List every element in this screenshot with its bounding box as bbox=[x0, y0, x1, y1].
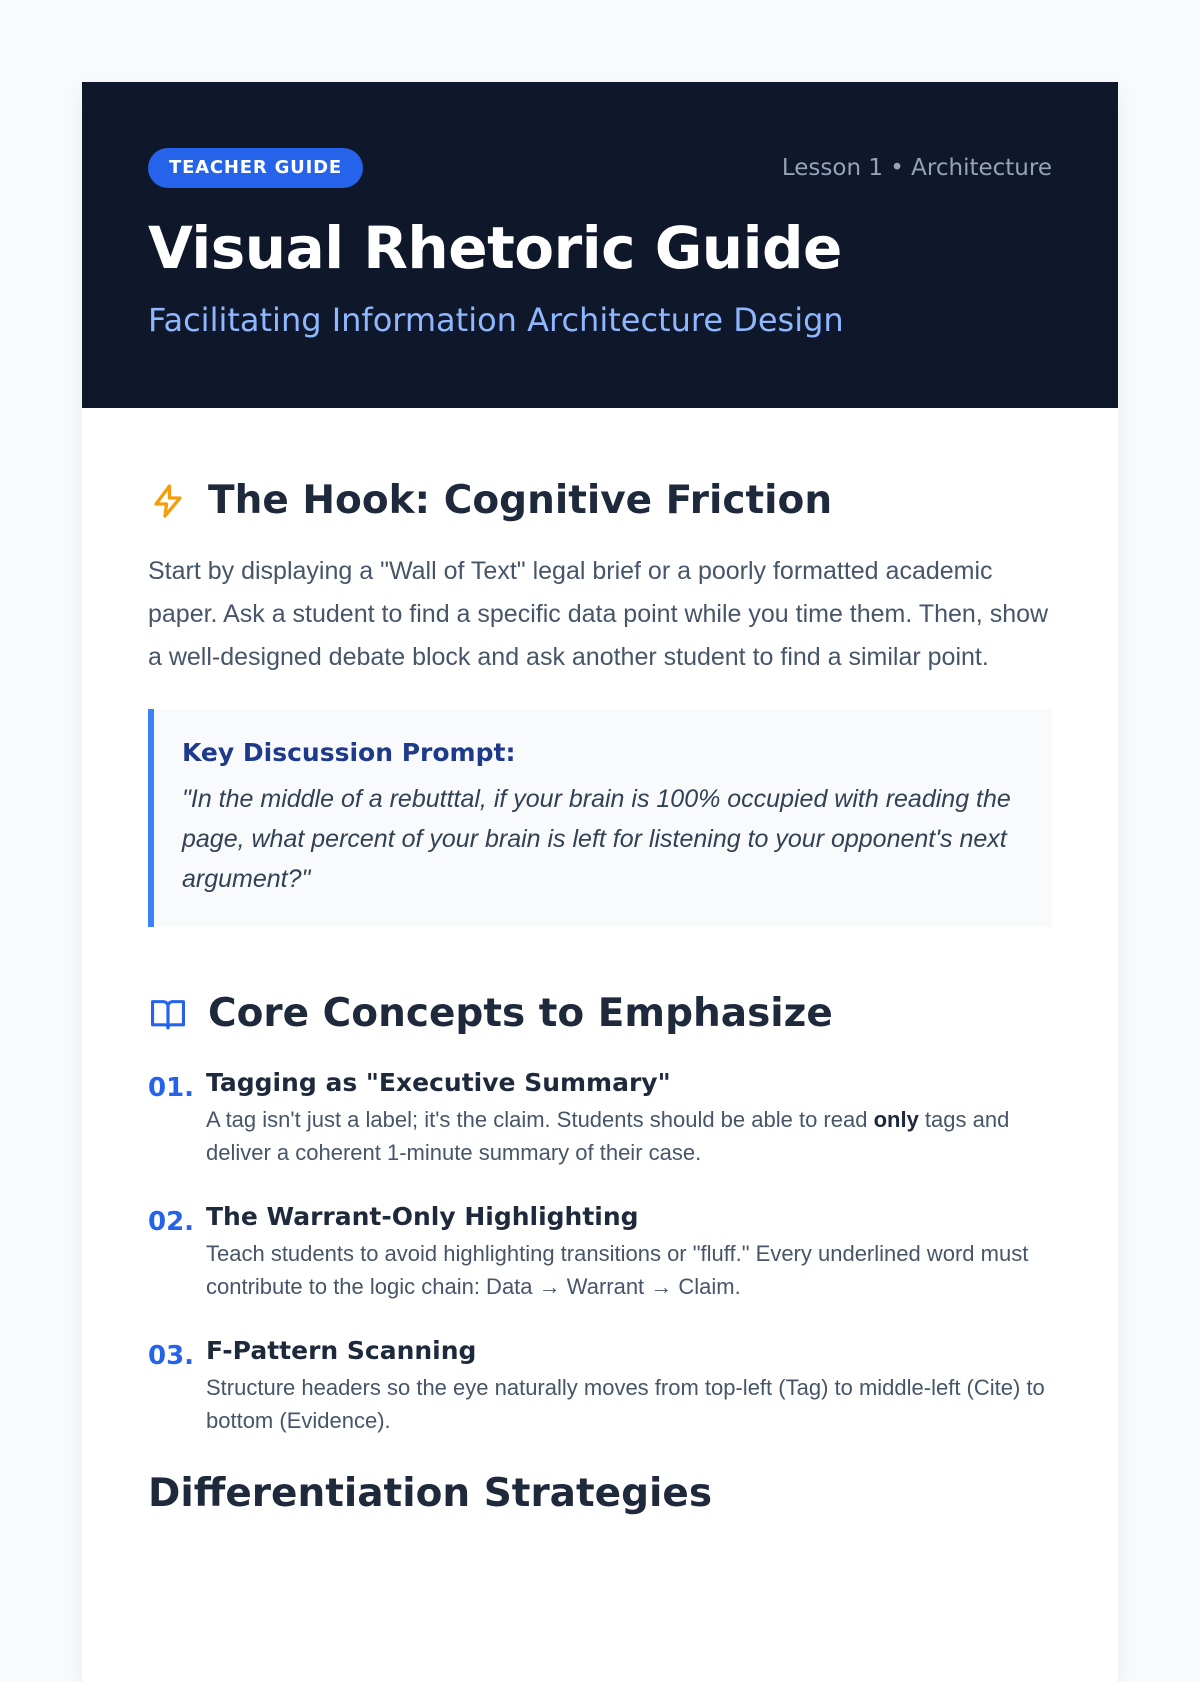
hook-heading: The Hook: Cognitive Friction bbox=[208, 478, 833, 523]
concept-description bbox=[206, 1103, 1052, 1169]
hook-section-heading bbox=[148, 478, 1052, 524]
concept-description: Structure headers so the eye naturally moves from top-left (Tag) to middle-left (Cite) to bottom (Evidence). bbox=[206, 1375, 1045, 1433]
hero-top-row bbox=[148, 148, 1052, 188]
concept-title: F-Pattern Scanning bbox=[206, 1336, 477, 1365]
discussion-callout bbox=[148, 709, 1052, 927]
concept-title: Tagging as "Executive Summary" bbox=[206, 1068, 671, 1097]
teacher-guide-badge: TEACHER GUIDE bbox=[148, 148, 363, 188]
open-book-icon bbox=[148, 994, 188, 1034]
concept-item bbox=[148, 1201, 1052, 1303]
page-title: Visual Rhetoric Guide bbox=[148, 214, 842, 282]
callout-quote: "In the middle of a rebutttal, if your brain is 100% occupied with reading the page, what percent of your brain is left for listening to your opponent's next argument?" bbox=[182, 785, 1011, 893]
differentiation-section-heading bbox=[148, 1471, 1052, 1531]
lightning-bolt-icon bbox=[148, 481, 188, 521]
concept-number: 02. bbox=[148, 1207, 195, 1237]
guide-page bbox=[82, 82, 1118, 1682]
concept-title: The Warrant-Only Highlighting bbox=[206, 1202, 639, 1231]
guide-content bbox=[82, 408, 1118, 1531]
lesson-meta: Lesson 1 • Architecture bbox=[781, 155, 1052, 181]
callout-title: Key Discussion Prompt: bbox=[182, 738, 516, 767]
concept-desc-emphasis: only bbox=[873, 1107, 919, 1132]
concept-body bbox=[206, 1067, 1052, 1169]
concept-body bbox=[206, 1201, 1052, 1303]
concept-number: 01. bbox=[148, 1073, 195, 1103]
core-heading: Core Concepts to Emphasize bbox=[208, 991, 833, 1036]
concept-description: Teach students to avoid highlighting transitions or "fluff." Every underlined word must contribute to the logic chain: Data → Warrant → Claim. bbox=[206, 1241, 1029, 1299]
concept-number: 03. bbox=[148, 1341, 195, 1371]
page-subtitle: Facilitating Information Architecture Design bbox=[148, 301, 844, 339]
core-section-heading bbox=[148, 991, 1052, 1037]
concept-item bbox=[148, 1335, 1052, 1437]
differentiation-heading: Differentiation Strategies bbox=[148, 1471, 713, 1516]
concept-body bbox=[206, 1335, 1052, 1437]
concept-list bbox=[148, 1067, 1052, 1437]
concept-desc-part: A tag isn't just a label; it's the claim. Students should be able to read bbox=[206, 1107, 874, 1132]
hook-paragraph: Start by displaying a "Wall of Text" legal brief or a poorly formatted academic paper. Ask a student to find a specific data point while you time them. Then, show a well-designed debate block and ask another student to find a similar point. bbox=[148, 557, 1049, 671]
section-spacer bbox=[148, 927, 1052, 991]
concept-item bbox=[148, 1067, 1052, 1169]
concept-desc-part: tags and deliver a coherent 1-minute summary of their case. bbox=[206, 1107, 1010, 1165]
hero-header bbox=[82, 82, 1118, 408]
